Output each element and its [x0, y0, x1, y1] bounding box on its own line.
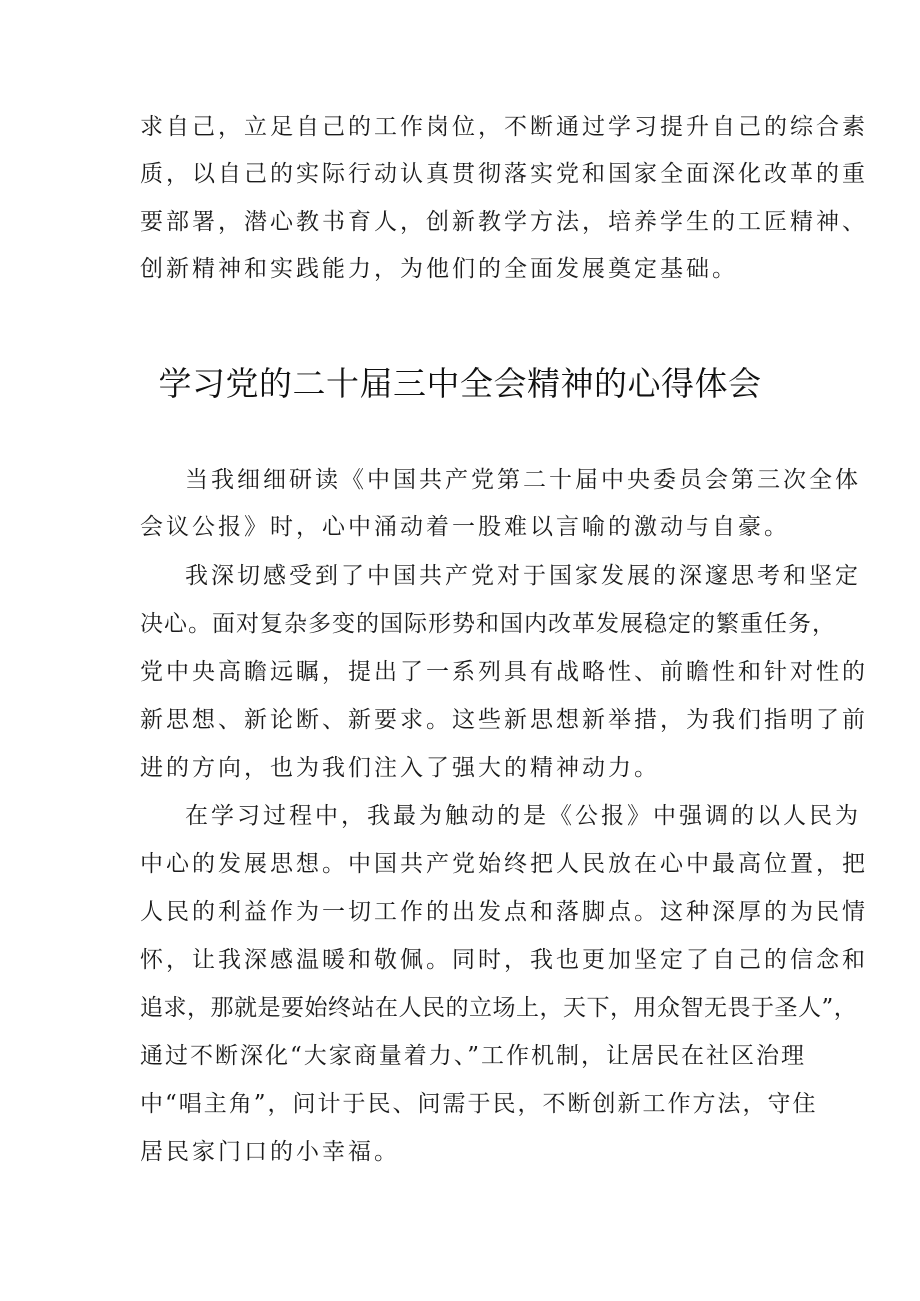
paragraph-line: 人民的利益作为一切工作的出发点和落脚点。这种深厚的为民情: [140, 899, 868, 925]
paragraph-line: 居民家门口的小幸福。: [140, 1139, 400, 1165]
paragraph-line: 通过不断深化“大家商量着力、”工作机制，让居民在社区治理: [140, 1043, 807, 1069]
paragraph-line: 怀，让我深感温暖和敬佩。同时，我也更加坚定了自己的信念和: [140, 947, 868, 973]
paragraph-line: 会议公报》时，心中涌动着一股难以言喻的激动与自豪。: [140, 514, 790, 540]
paragraph-line: 我深切感受到了中国共产党对于国家发展的深邃思考和坚定: [185, 563, 861, 589]
intro-line: 质，以自己的实际行动认真贯彻落实党和国家全面深化改革的重: [140, 161, 868, 187]
paragraph-line: 中心的发展思想。中国共产党始终把人民放在心中最高位置，把: [140, 851, 868, 877]
paragraph-line: 中“唱主角”，问计于民、问需于民，不断创新工作方法，守住: [140, 1091, 818, 1117]
intro-line: 创新精神和实践能力，为他们的全面发展奠定基础。: [140, 256, 738, 282]
paragraph-line: 决心。面对复杂多变的国际形势和国内改革发展稳定的繁重任务，: [140, 611, 836, 637]
paragraph-line: 追求，那就是要始终站在人民的立场上，天下，用众智无畏于圣人”，: [140, 995, 858, 1021]
intro-line: 要部署，潜心教书育人，创新教学方法，培养学生的工匠精神、: [140, 209, 868, 235]
paragraph-line: 当我细细研读《中国共产党第二十届中央委员会第三次全体: [185, 467, 861, 493]
article-title: 学习党的二十届三中全会精神的心得体会: [158, 364, 762, 403]
paragraph-line: 在学习过程中，我最为触动的是《公报》中强调的以人民为: [185, 803, 861, 829]
intro-line: 求自己，立足自己的工作岗位，不断通过学习提升自己的综合素: [140, 114, 868, 140]
paragraph-line: 新思想、新论断、新要求。这些新思想新举措，为我们指明了前: [140, 707, 868, 733]
paragraph-line: 进的方向，也为我们注入了强大的精神动力。: [140, 755, 660, 781]
paragraph-line: 党中央高瞻远瞩，提出了一系列具有战略性、前瞻性和针对性的: [140, 659, 868, 685]
